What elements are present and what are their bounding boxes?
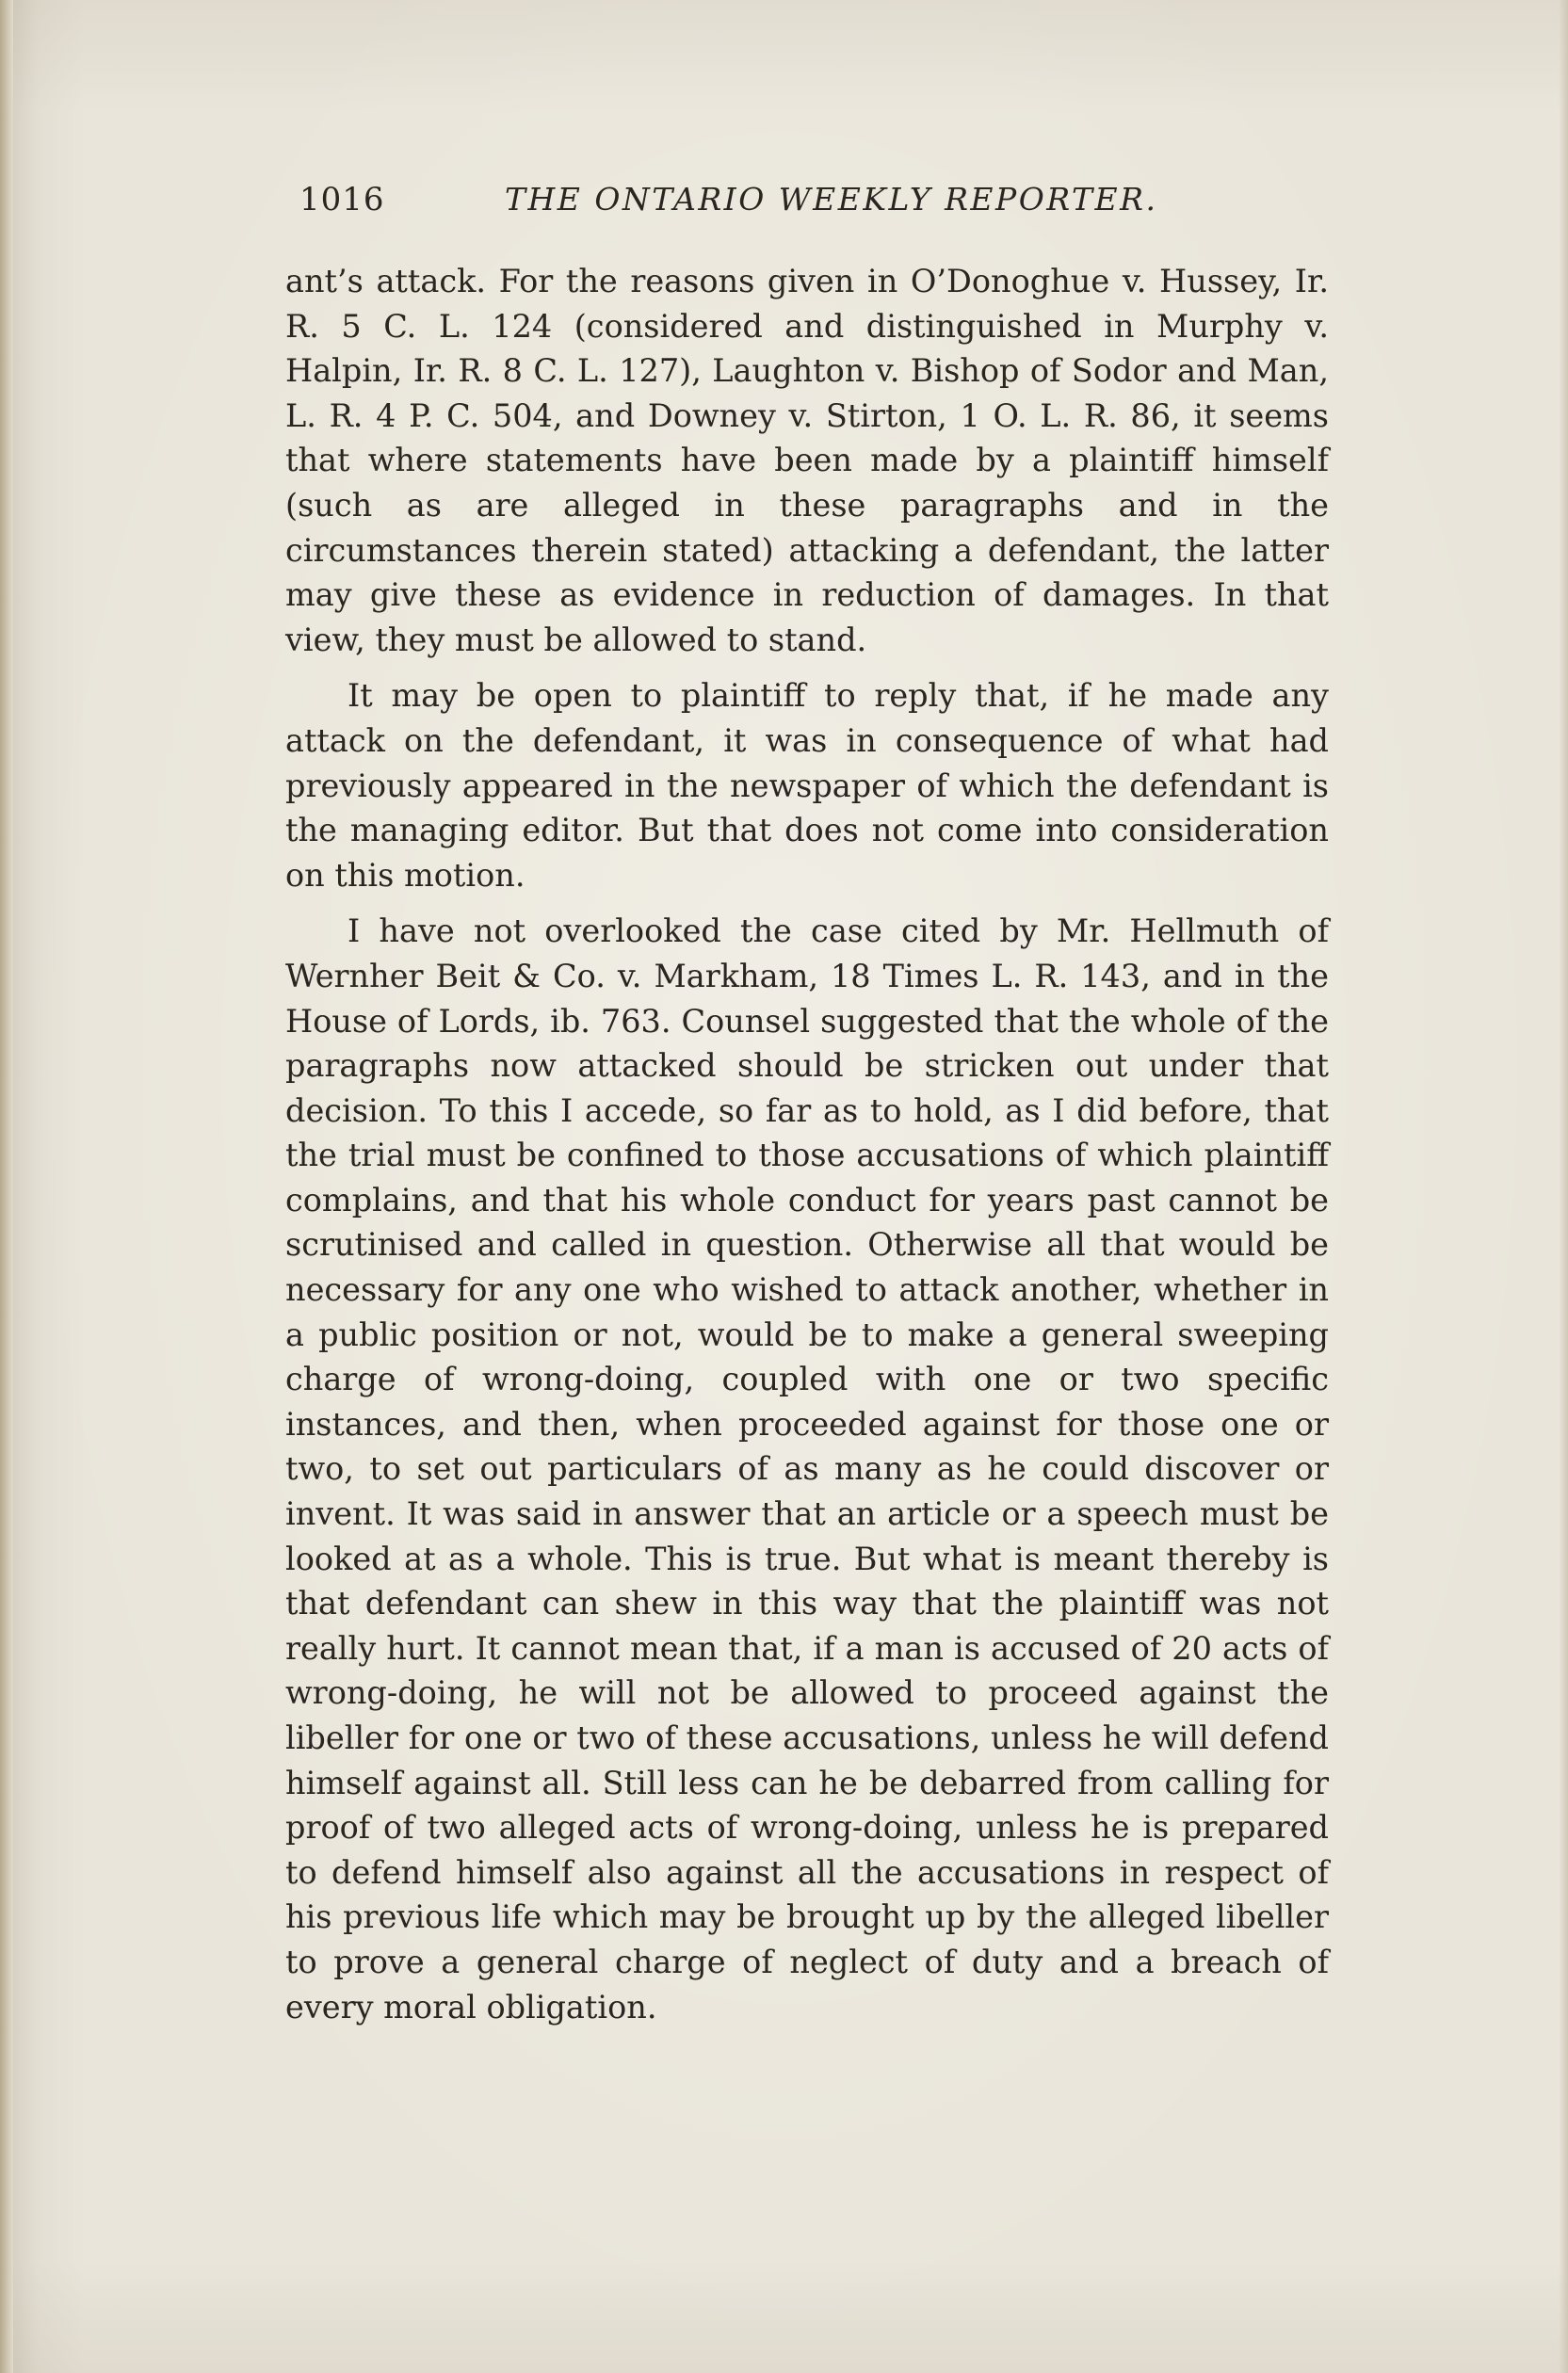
body-text (285, 259, 1329, 2041)
paragraph-1: ant’s attack. For the reasons given in O’Donoghue v. Hussey, Ir. R. 5 C. L. 124 (considered and distinguished in Murphy v. Halpin, Ir. R. 8 C. L. 127), Laughton v. Bishop of Sodor and Man, L. R. 4 P. C. 504, and Downey v. Stirton, 1 O. L. R. 86, it seems that where statements have been made by a plaintiff himself (such as are alleged in these paragraphs and in the circumstances therein stated) attacking a defendant, the latter may give these as evidence in reduction of damages. In that view, they must be allowed to stand. (285, 263, 1329, 658)
page-gutter-shadow (0, 0, 13, 2373)
paragraph-3: I have not overlooked the case cited by Mr. Hellmuth of Wernher Beit & Co. v. Markham, 18 Times L. R. 143, and in the House of Lords, ib. 763. Counsel suggested that the whole of the paragraphs now attacked should be stricken out under that decision. To this I accede, so far as to hold, as I did before, that the trial must be confined to those accusations of which plaintiff complains, and that his whole conduct for years past cannot be scrutinised and called in question. Otherwise all that would be necessary for any one who wished to attack another, whether in a public position or not, would be to make a general sweeping charge of wrong-doing, coupled with one or two specific instances, and then, when proceeded against for those one or two, to set out particulars of as many as he could discover or invent. It was said in answer that an article or a speech must be looked at as a whole. This is true. But what is meant thereby is that defendant can shew in this way that the plaintiff was not really hurt. It cannot mean that, if a man is accused of 20 acts of wrong-doing, he will not be allowed to proceed against the libeller for one or two of these accusations, unless he will defend himself against all. Still less can he be debarred from calling for proof of two alleged acts of wrong-doing, unless he is prepared to defend himself also against all the accusations in respect of his previous life which may be brought up by the alleged libeller to prove a general charge of neglect of duty and a breach of every moral obligation. (285, 912, 1329, 2026)
page-edge (1559, 0, 1568, 2373)
page-number: 1016 (299, 181, 385, 218)
running-title: THE ONTARIO WEEKLY REPORTER. (505, 181, 1158, 218)
paragraph-2: It may be open to plaintiff to reply that, if he made any attack on the defendant, it was in consequence of what had previously appeared in the newspaper of which the defendant is the managing editor. But that does not come into consideration on this motion. (285, 677, 1329, 894)
page-header (299, 181, 1326, 228)
